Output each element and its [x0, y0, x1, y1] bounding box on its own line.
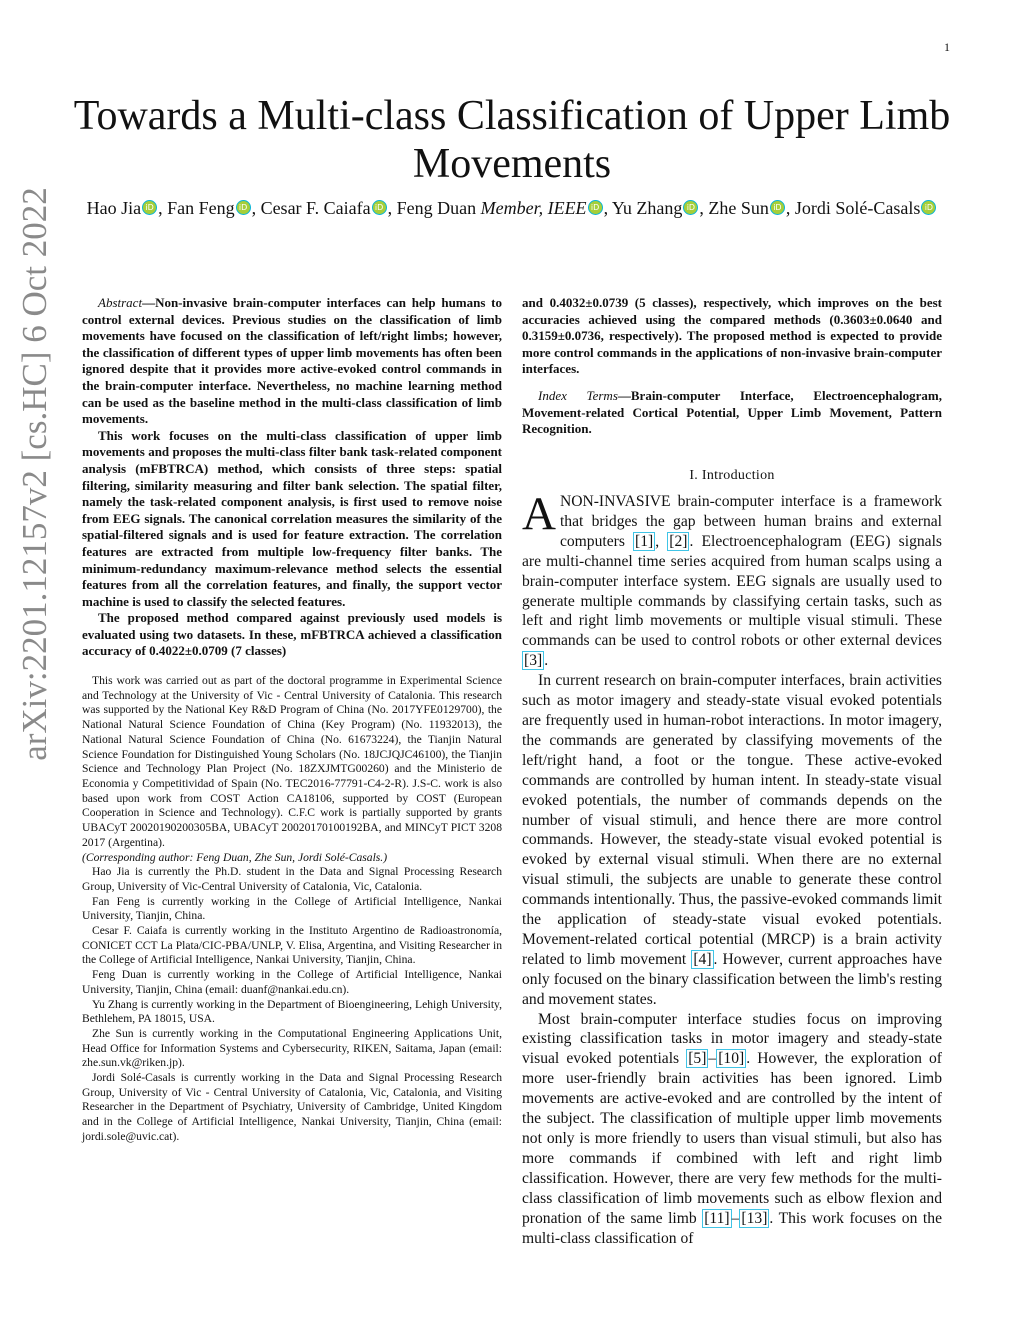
footnote-affiliation: Yu Zhang is currently working in the Department of Bioengineering, Lehigh University, Bethlehem, PA 18015, USA. [82, 997, 502, 1026]
left-column [82, 295, 502, 1145]
text-run: brain-computer interface is a framework that bridges the gap between human brains and external computers [559, 493, 942, 550]
footnote-affiliation: Fan Feng is currently working in the College of Artificial Intelligence, Nankai University, Tianjin, China. [82, 894, 502, 923]
text-run: – [708, 1050, 717, 1068]
footnote-affiliation: Jordi Solé-Casals is currently working in the Data and Signal Processing Research Group, University of Vic - Central University of Catalonia, Vic, Catalonia, and Visiting Researcher in the Department of Psychiatry, University of Cambridge, United Kingdom and in the College of Artificial Intelligence, Nankai University, Tianjin, China (email: jordi.sole@uvic.cat). [82, 1071, 502, 1143]
orcid-icon[interactable]: iD [683, 200, 698, 215]
citation-link[interactable]: [13] [741, 1209, 768, 1227]
abstract-p3: The proposed method compared against previously used models is evaluated using two datasets. In these, mFBTRCA achieved a classification accuracy of 0.4022±0.0709 (7 classes) [82, 610, 502, 659]
text-run: – [731, 1209, 740, 1227]
citation-link[interactable]: [5] [688, 1050, 707, 1068]
abstract-p1: Abstract—Non-invasive brain-computer interfaces can help humans to control external devices. Previous studies on the classification of limb movements have focused on the classification of left/right limbs; however, the classification of different types of upper limb movements has often been ignored despite that it provides more active-evoked control commands in the brain-computer interface. Nevertheless, no machine learning method can be used as the baseline method in the multi-class classification of limb movements. [82, 295, 502, 427]
footnotes [82, 674, 502, 1145]
author-name: Jordi Solé-Casals [794, 198, 921, 218]
text-run: . However, current approaches have only focused on the binary classification between the limb's resting and movement states. [522, 950, 942, 1008]
footnote-affiliation: Hao Jia is currently the Ph.D. student in the Data and Signal Processing Research Group, University of Vic-Central University of Catalonia, Vic, Catalonia. [82, 865, 502, 893]
footnote-funding: This work was carried out as part of the doctoral programme in Experimental Science and Technology at the University of Vic - Central University of Catalonia. This research was supported by the National Key R&D Program of China (No. 2017YFE0129700), the National Natural Science Foundation of China (Key Program) (No. 11932013), the National Natural Science Foundation of China (No. 61673224), the Tianjin Natural Science Foundation for Distinguished Young Scholars (No. 18JCJQJC46100), the Tianjin Science and Technology Plan Project (No. 18ZXJMTG00260) and the Ministerio de Economia y Competitividad of Spain (No. TEC2016-77791-C4-2-R). J.S-C. work is also based upon work from COST Action CA18106, supported by COST (European Cooperation in Science and Technology). C.F.C work is partially supported by grants UBACyT 20020190200305BA, UBACyT 20020170100192BA, and MINCyT PICT 3208 2017 (Argentina). [82, 674, 502, 849]
author-name: Cesar F. Caiafa [260, 198, 371, 218]
citation-link[interactable]: [3] [524, 652, 543, 670]
citation-link[interactable]: [4] [693, 950, 712, 968]
citation-link[interactable]: [10] [718, 1050, 745, 1068]
index-terms: Index Terms—Brain-computer Interface, Electroencephalogram, Movement-related Cortical Potential, Upper Limb Movement, Pattern Recognition. [522, 388, 942, 437]
citation-link[interactable]: [11] [704, 1209, 730, 1227]
arxiv-stamp: arXiv:2201.12157v2 [cs.HC] 6 Oct 2022 [15, 187, 54, 761]
text-run: In current research on brain-computer interfaces, brain activities such as motor imagery and steady-state visual evoked potentials are frequently used in human-robot interactions. In motor imagery, the commands are generated by classifying movements of the left/right hand, a foot or the tongue. These active-evoked commands are controlled by human intent. In steady-state visual evoked potentials, the number of commands depends on the number of visual stimuli, and hence there are more control commands. However, the steady-state visual evoked potential is evoked by external visual stimuli. When there are no external visual stimuli, the subjects are unable to generate these control commands intentionally. Thus, the passive-evoked commands limit the application of steady-state visual evoked potentials. Movement-related cortical potential (MRCP) is a brain activity related to limb movement [522, 672, 942, 968]
page-number: 1 [944, 40, 950, 54]
author-list: Hao Jia iD , Fan Feng iD , Cesar F. Caiafa iD , Feng Duan Member, IEEE iD , Yu Zhang iD , Zhe Sun iD , Jordi Solé-Casals iD [40, 198, 984, 219]
drop-cap: A [522, 488, 556, 540]
orcid-icon[interactable]: iD [372, 200, 387, 215]
orcid-icon[interactable]: iD [588, 200, 603, 215]
abstract-text: Non-invasive brain-computer interfaces can help humans to control external devices. Previous studies on the classification of limb movements have focused on the classification of left/right limbs; however, the classification of different types of upper limb movements has often been ignored despite that it provides more active-evoked control commands in the brain-computer interface. Nevertheless, no machine learning method can be used as the baseline method in the multi-class classification of limb movements. [82, 295, 502, 427]
intro-p1 [522, 488, 943, 671]
text-run: Most brain-computer interface studies focus on improving existing classification tasks in motor imagery and steady-state visual evoked potentials [522, 1010, 942, 1068]
citation-link[interactable]: [1] [635, 532, 654, 550]
text-run: . This work focuses on the multi-class classification of [522, 1209, 942, 1247]
author-name: Zhe Sun [708, 198, 769, 218]
index-terms-label: Index Terms [538, 388, 618, 403]
author-name: Feng Duan [396, 198, 477, 218]
lead-in: NON-INVASIVE [559, 493, 671, 510]
text-run: . However, the exploration of more user-friendly brain activities has been ignored. Limb movements are active-evoked and are controlled by the intent of the subject. The classification of multiple upper limb movements not only is more friendly to users than visual stimuli, but also has more commands if combined with left and right limb classification. However, there are very few methods for the multi-class classification of limb movements such as elbow flexion and pronation of the same limb [522, 1050, 942, 1227]
abstract-label: Abstract [98, 295, 143, 310]
orcid-icon[interactable]: iD [142, 200, 157, 215]
author-name: Fan Feng [167, 198, 235, 218]
author-name: Yu Zhang [611, 198, 683, 218]
orcid-icon[interactable]: iD [921, 200, 936, 215]
author-affiliation-note: Member, IEEE [476, 198, 587, 218]
text-run: , [655, 532, 668, 550]
index-terms-text: Brain-computer Interface, Electroencephalogram, Movement-related Cortical Potential, Upper Limb Movement, Pattern Recognition. [522, 388, 942, 437]
citation-link[interactable]: [2] [669, 532, 688, 550]
text-run: . [544, 652, 549, 670]
intro-p3 [522, 1010, 942, 1249]
footnote-affiliation: Cesar F. Caiafa is currently working in the Instituto Argentino de Radioastronomía, CONICET CCT La Plata/CIC-PBA/UNLP, V. Elisa, Argentina, and Visiting Researcher in the College of Artificial Intelligence, Nankai University, Tianjin, China. [82, 924, 502, 967]
author-name: Hao Jia [86, 198, 142, 218]
text-run: . Electroencephalogram (EEG) signals are multi-channel time series acquired from human scalps using a brain-computer interface system. EEG signals are usually used to generate multiple commands by classifying certain tasks, such as left and right limb movements or multiple visual stimuli. These commands can be used to control robots or other external devices [522, 532, 943, 650]
footnote-affiliation: Feng Duan is currently working in the College of Artificial Intelligence, Nankai University, Tianjin, China (email: duanf@nankai.edu.cn). [82, 968, 502, 996]
orcid-icon[interactable]: iD [770, 200, 785, 215]
abstract-continued: and 0.4032±0.0739 (5 classes), respectively, which improves on the best accuracies achieved using the compared methods (0.3603±0.0640 and 0.3159±0.0736, respectively). The proposed method is expected to provide more control commands in the applications of non-invasive brain-computer interfaces. [522, 295, 942, 377]
abstract-p2: This work focuses on the multi-class classification of upper limb movements and proposes the multi-class filter bank task-related component analysis (mFBTRCA) method, which consists of three steps: spatial filtering, similarity measuring and filter bank selection. The spatial filter, namely the task-related component analysis, is first used to remove noise from EEG signals. The canonical correlation measures the similarity of the spatial-filtered signals and is used for feature extraction. The correlation features are extracted from multiple low-frequency filter banks. The minimum-redundancy maximum-relevance method selects the essential features from all the correlation features, and finally, the support vector machine is used to classify the selected features. [82, 427, 502, 609]
introduction-body [522, 488, 943, 1248]
section-heading: I. Introduction [689, 468, 775, 483]
paper-title: Towards a Multi-class Classification of Upper Limb Movements [73, 93, 951, 187]
orcid-icon[interactable]: iD [236, 200, 251, 215]
corresponding-author: (Corresponding author: Feng Duan, Zhe Sun, Jordi Solé-Casals.) [82, 850, 388, 864]
footnote-affiliation: Zhe Sun is currently working in the Computational Engineering Applications Unit, Head Office for Information Systems and Cybersecurity, RIKEN, Saitama, Japan (email: zhe.sun.vk@riken.jp). [82, 1026, 502, 1070]
intro-p2 [522, 671, 942, 1009]
